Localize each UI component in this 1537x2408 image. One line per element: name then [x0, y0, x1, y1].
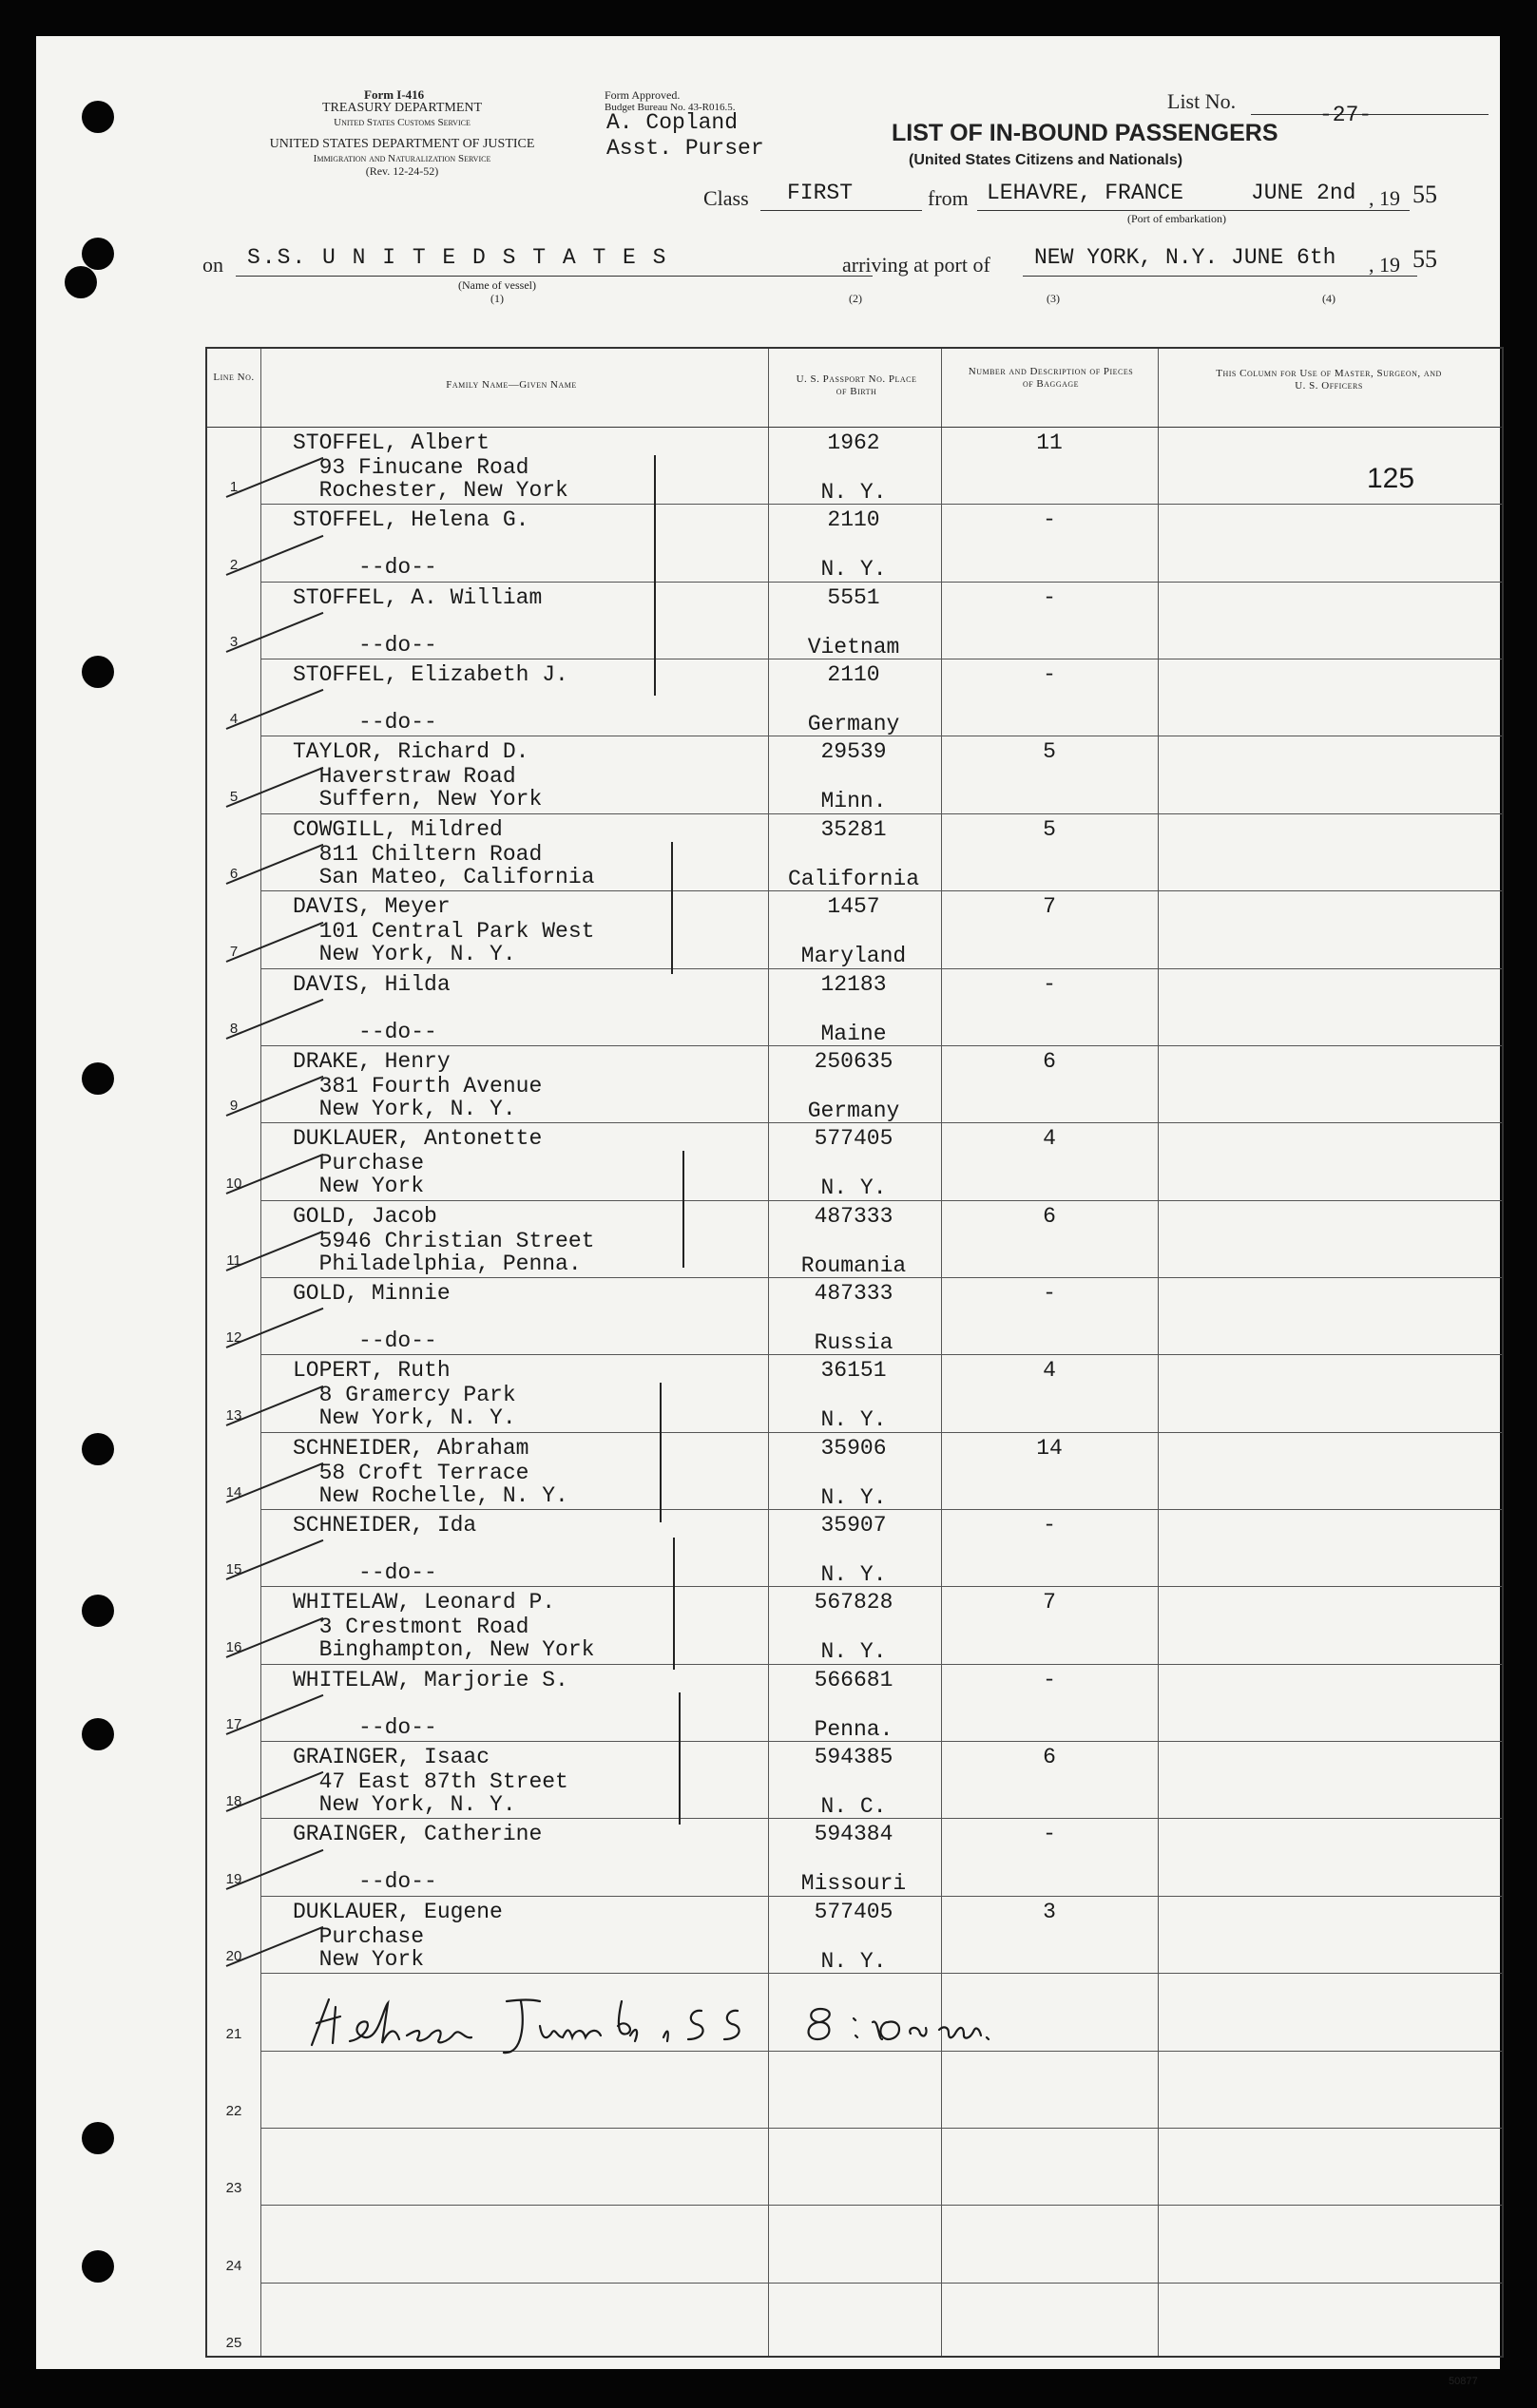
- passenger-l3: Philadelphia, Penna.: [293, 1251, 582, 1276]
- place-of-birth: Missouri: [800, 1871, 907, 1897]
- form-approved: Form Approved.: [605, 88, 681, 102]
- class-label: Class: [703, 186, 749, 210]
- col-1-number: (1): [490, 292, 504, 305]
- col-divider: [260, 349, 261, 2356]
- passenger-l2: Purchase: [293, 1923, 425, 1949]
- passport-number: 36151: [820, 1358, 887, 1384]
- treasury-dept: TREASURY DEPARTMENT: [321, 101, 483, 115]
- header-line-no: Line No.: [213, 372, 255, 383]
- passenger-l1: STOFFEL, Albert: [293, 430, 490, 455]
- passenger-l3: Suffern, New York: [293, 787, 543, 812]
- passenger-l1: DUKLAUER, Eugene: [293, 1899, 503, 1924]
- place-of-birth: N. Y.: [820, 1948, 887, 1974]
- punch-hole: [82, 2122, 114, 2154]
- passenger-l2: 381 Fourth Avenue: [293, 1073, 543, 1099]
- passenger-l3: New York: [293, 1946, 425, 1972]
- passenger-l1: WHITELAW, Leonard P.: [293, 1590, 556, 1615]
- passenger-l2: 58 Croft Terrace: [293, 1460, 529, 1485]
- from-year-prefix: , 19: [1369, 186, 1400, 210]
- passenger-l3: --do--: [293, 1714, 437, 1740]
- passenger-l1: GOLD, Jacob: [293, 1203, 437, 1229]
- grouping-mark: [673, 1538, 675, 1670]
- line-number: 2: [229, 556, 239, 573]
- passport-number: 577405: [814, 1126, 893, 1152]
- passport-number: 12183: [820, 971, 887, 997]
- place-of-birth: Germany: [807, 712, 900, 737]
- passenger-l2: 811 Chiltern Road: [293, 841, 543, 867]
- passenger-table: [205, 347, 1504, 2358]
- line-number: 9: [229, 1098, 239, 1115]
- passport-number: 2110: [827, 662, 880, 688]
- baggage-count: 7: [1043, 1590, 1056, 1615]
- baggage-count: -: [1043, 1513, 1056, 1538]
- embark-port: LEHAVRE, FRANCE: [987, 181, 1184, 205]
- header-name: Family Name—Given Name: [446, 379, 577, 391]
- line-number: 11: [226, 1252, 241, 1269]
- passenger-l1: DUKLAUER, Antonette: [293, 1126, 543, 1152]
- passenger-l2: 8 Gramercy Park: [293, 1383, 516, 1408]
- passenger-l1: STOFFEL, A. William: [293, 584, 543, 610]
- arrival-port: NEW YORK, N.Y. JUNE 6th: [1034, 245, 1336, 270]
- from-label: from: [928, 186, 969, 210]
- passenger-l1: GRAINGER, Isaac: [293, 1745, 490, 1770]
- passport-number: 594385: [814, 1745, 893, 1770]
- passenger-l1: COWGILL, Mildred: [293, 816, 503, 842]
- passenger-l3: San Mateo, California: [293, 864, 595, 889]
- baggage-count: 11: [1036, 430, 1063, 455]
- col-3-number: (3): [1047, 292, 1060, 305]
- place-of-birth: Penna.: [814, 1716, 893, 1742]
- manifest-page: [36, 36, 1500, 2387]
- line-number: 16: [225, 1638, 242, 1655]
- grouping-mark: [660, 1383, 662, 1522]
- passenger-l1: GRAINGER, Catherine: [293, 1822, 543, 1847]
- passport-number: 1457: [827, 894, 880, 920]
- place-of-birth: California: [787, 866, 920, 891]
- passenger-l1: STOFFEL, Elizabeth J.: [293, 662, 568, 688]
- line-number: 15: [225, 1561, 242, 1578]
- punch-hole: [82, 101, 114, 133]
- line-number: 23: [225, 2180, 242, 2197]
- passenger-l3: --do--: [293, 555, 437, 581]
- place-of-birth: N. Y.: [820, 1484, 887, 1510]
- place-of-birth: Germany: [807, 1098, 900, 1123]
- baggage-count: -: [1043, 507, 1056, 533]
- punch-hole: [82, 2250, 114, 2283]
- baggage-count: 3: [1043, 1899, 1056, 1924]
- from-year: 55: [1412, 181, 1437, 208]
- list-no-label: List No.: [1167, 89, 1237, 113]
- line-number: 4: [229, 711, 239, 728]
- passenger-l1: LOPERT, Ruth: [293, 1358, 451, 1384]
- punch-hole: [65, 266, 97, 298]
- passenger-l3: New York, N. Y.: [293, 942, 516, 967]
- arrival-line: [1023, 276, 1417, 277]
- line-number: 10: [225, 1175, 242, 1192]
- passenger-l3: New York: [293, 1174, 425, 1199]
- place-of-birth: Roumania: [800, 1252, 907, 1278]
- passenger-l3: --do--: [293, 1019, 437, 1044]
- line-number: 18: [225, 1793, 242, 1810]
- customs-service: United States Customs Service: [334, 117, 471, 128]
- inspector-signature: [283, 1980, 1310, 2056]
- passenger-l1: SCHNEIDER, Ida: [293, 1513, 477, 1538]
- passport-number: 487333: [814, 1203, 893, 1229]
- punch-hole: [82, 1062, 114, 1095]
- passport-number: 29539: [820, 739, 887, 765]
- officer-note: 125: [1367, 463, 1415, 494]
- baggage-count: -: [1043, 1822, 1056, 1847]
- arriving-label: arriving at port of: [842, 253, 990, 277]
- passenger-l3: New York, N. Y.: [293, 1792, 516, 1818]
- passport-number: 594384: [814, 1822, 893, 1847]
- passenger-l2: 101 Central Park West: [293, 919, 595, 945]
- footer-code: 50877: [1449, 2376, 1478, 2387]
- header-passport: U. S. Passport No. Place of Birth: [796, 373, 917, 397]
- passenger-l1: SCHNEIDER, Abraham: [293, 1435, 529, 1461]
- line-number: 17: [225, 1716, 242, 1733]
- embark-date: JUNE 2nd: [1251, 181, 1356, 205]
- purser-name: A. Copland: [606, 110, 739, 135]
- passenger-l3: New York, N. Y.: [293, 1096, 516, 1121]
- row-divider: [260, 2128, 1502, 2129]
- punch-hole: [82, 238, 114, 270]
- baggage-count: -: [1043, 1667, 1056, 1692]
- passenger-l3: --do--: [293, 710, 437, 736]
- passenger-l3: New Rochelle, N. Y.: [293, 1482, 568, 1508]
- row-divider: [260, 2283, 1502, 2284]
- passenger-l3: Rochester, New York: [293, 478, 568, 503]
- passport-number: 35907: [820, 1513, 887, 1538]
- header-officers: This Column for Use of Master, Surgeon, and U. S. Officers: [1216, 368, 1442, 392]
- grouping-mark: [679, 1692, 681, 1825]
- passenger-l1: TAYLOR, Richard D.: [293, 739, 529, 765]
- passenger-l1: DRAKE, Henry: [293, 1048, 451, 1074]
- line-number: 22: [225, 2102, 242, 2119]
- grouping-mark: [671, 842, 673, 974]
- punch-hole: [82, 1595, 114, 1627]
- place-of-birth: N. Y.: [820, 1562, 887, 1588]
- passport-number: 487333: [814, 1280, 893, 1306]
- line-number: 14: [225, 1484, 242, 1501]
- baggage-count: 6: [1043, 1745, 1056, 1770]
- passport-number: 1962: [827, 430, 880, 455]
- place-of-birth: N. Y.: [820, 1175, 887, 1201]
- passenger-l2: Purchase: [293, 1151, 425, 1176]
- passenger-l2: 47 East 87th Street: [293, 1769, 568, 1795]
- place-of-birth: N. Y.: [820, 480, 887, 505]
- form-number: Form I-416: [364, 87, 425, 102]
- baggage-count: 14: [1036, 1435, 1063, 1461]
- place-of-birth: Russia: [814, 1329, 893, 1355]
- grouping-mark: [682, 1151, 684, 1268]
- baggage-count: 5: [1043, 816, 1056, 842]
- passenger-l3: --do--: [293, 1328, 437, 1353]
- baggage-count: 5: [1043, 739, 1056, 765]
- budget-bureau: Budget Bureau No. 43-R016.5.: [605, 102, 736, 113]
- form-subtitle: (United States Citizens and Nationals): [909, 152, 1183, 168]
- list-no: -27-: [1319, 103, 1373, 127]
- header-divider: [207, 427, 1502, 428]
- line-number: 7: [229, 943, 239, 960]
- line-number: 3: [229, 634, 239, 651]
- passport-number: 567828: [814, 1590, 893, 1615]
- passenger-l1: STOFFEL, Helena G.: [293, 507, 529, 533]
- place-of-birth: Minn.: [820, 789, 887, 814]
- passenger-l3: --do--: [293, 1560, 437, 1586]
- passenger-l2: Haverstraw Road: [293, 764, 516, 790]
- baggage-count: -: [1043, 1280, 1056, 1306]
- passport-number: 5551: [827, 584, 880, 610]
- baggage-count: -: [1043, 971, 1056, 997]
- col-4-number: (4): [1322, 292, 1335, 305]
- line-number: 25: [225, 2335, 242, 2351]
- baggage-count: 4: [1043, 1358, 1056, 1384]
- baggage-count: 6: [1043, 1048, 1056, 1074]
- baggage-count: 7: [1043, 894, 1056, 920]
- passenger-l1: DAVIS, Hilda: [293, 971, 451, 997]
- passport-number: 577405: [814, 1899, 893, 1924]
- passenger-l1: WHITELAW, Marjorie S.: [293, 1667, 568, 1692]
- vessel-line: [236, 276, 873, 277]
- passenger-l3: New York, N. Y.: [293, 1405, 516, 1431]
- line-number: 19: [225, 1870, 242, 1887]
- passport-number: 566681: [814, 1667, 893, 1692]
- row-divider: [260, 2205, 1502, 2206]
- line-number: 1: [229, 479, 239, 496]
- place-of-birth: N. Y.: [820, 1639, 887, 1665]
- passport-number: 35281: [820, 816, 887, 842]
- grouping-mark: [654, 455, 656, 696]
- line-number: 13: [225, 1406, 242, 1424]
- passenger-l2: 5946 Christian Street: [293, 1228, 595, 1253]
- port-embark-caption: (Port of embarkation): [1127, 212, 1226, 225]
- place-of-birth: Maryland: [800, 944, 907, 969]
- place-of-birth: N. Y.: [820, 557, 887, 583]
- place-of-birth: N. Y.: [820, 1407, 887, 1433]
- vessel-caption: (Name of vessel): [458, 278, 536, 292]
- header-baggage: Number and Description of Pieces of Baggage: [968, 366, 1134, 390]
- class-value: FIRST: [787, 181, 854, 205]
- passenger-l3: Binghampton, New York: [293, 1637, 595, 1663]
- line-number: 8: [229, 1020, 239, 1037]
- passport-number: 250635: [814, 1048, 893, 1074]
- punch-hole: [82, 1718, 114, 1750]
- passenger-l3: --do--: [293, 632, 437, 658]
- arrival-year-prefix: , 19: [1369, 253, 1400, 277]
- passenger-l1: GOLD, Minnie: [293, 1280, 451, 1306]
- arrival-year: 55: [1412, 245, 1437, 273]
- baggage-count: 4: [1043, 1126, 1056, 1152]
- passenger-l1: DAVIS, Meyer: [293, 894, 451, 920]
- ins-service: Immigration and Naturalization Service: [313, 153, 491, 164]
- on-label: on: [202, 253, 223, 277]
- passenger-l2: 93 Finucane Road: [293, 455, 529, 480]
- form-title: LIST OF IN-BOUND PASSENGERS: [892, 120, 1278, 146]
- place-of-birth: Vietnam: [807, 634, 900, 659]
- line-number: 21: [225, 2025, 242, 2042]
- baggage-count: -: [1043, 662, 1056, 688]
- revision: (Rev. 12-24-52): [365, 164, 439, 178]
- place-of-birth: Maine: [820, 1021, 887, 1046]
- vessel-name: S.S. U N I T E D S T A T E S: [247, 245, 668, 270]
- punch-hole: [82, 656, 114, 688]
- class-line: [760, 210, 922, 211]
- passenger-l2: 3 Crestmont Road: [293, 1615, 529, 1640]
- purser-title: Asst. Purser: [606, 136, 764, 161]
- line-number: 6: [229, 866, 239, 883]
- punch-hole: [82, 1433, 114, 1465]
- col-2-number: (2): [849, 292, 862, 305]
- baggage-count: -: [1043, 584, 1056, 610]
- line-number: 5: [229, 788, 239, 805]
- passenger-l3: --do--: [293, 1869, 437, 1895]
- place-of-birth: N. C.: [820, 1794, 887, 1820]
- line-number: 12: [225, 1329, 242, 1347]
- line-number: 24: [225, 2257, 242, 2274]
- justice-dept: UNITED STATES DEPARTMENT OF JUSTICE: [269, 137, 535, 151]
- baggage-count: 6: [1043, 1203, 1056, 1229]
- line-number: 20: [225, 1948, 242, 1965]
- passport-number: 35906: [820, 1435, 887, 1461]
- passport-number: 2110: [827, 507, 880, 533]
